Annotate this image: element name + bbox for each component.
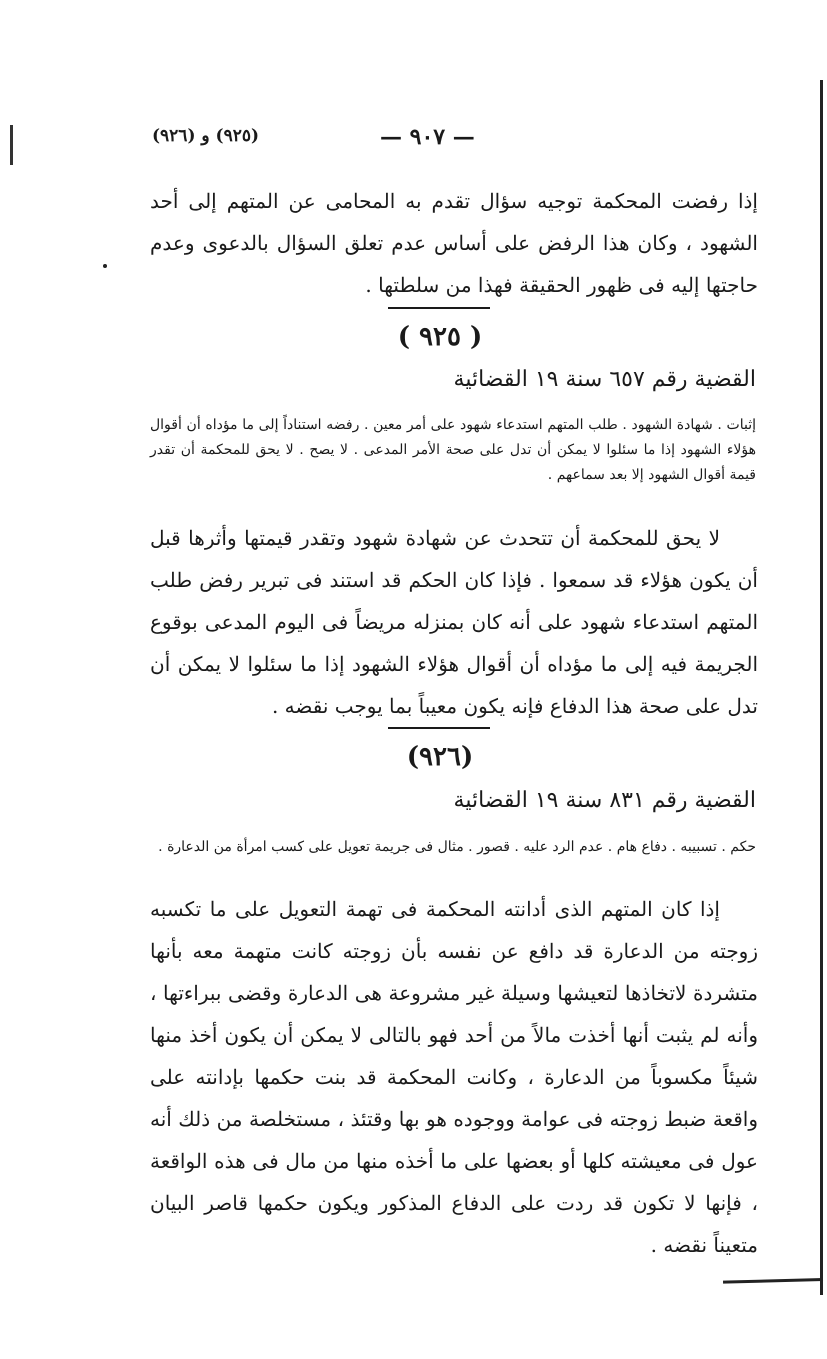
case-number-925: ( ٩٢٥ ) — [397, 322, 483, 352]
section-divider — [388, 307, 490, 309]
case-reference-925: القضية رقم ٦٥٧ سنة ١٩ القضائية — [453, 367, 756, 392]
intro-paragraph: إذا رفضت المحكمة توجيه سؤال تقدم به المحامى عن المتهم إلى أحد الشهود ، وكان هذا الرفض على أساس عدم تعلق السؤال بالدعوى وعدم حاجتها إليه فى ظهور الحقيقة فهذا من سلطتها . — [150, 189, 758, 297]
section-divider — [388, 727, 490, 729]
page-left-edge-mark — [10, 125, 13, 165]
page-number: — ٩٠٧ — — [380, 124, 475, 150]
case-body-925: لا يحق للمحكمة أن تتحدث عن شهادة شهود وتقدر قيمتها وأثرها قبل أن يكون هؤلاء قد سمعوا . فإذا كان الحكم قد استند فى تبرير رفض طلب المتهم استدعاء شهود على أنه كان بمنزله مريضاً فى اليوم المدعى بوقوع الجريمة فيه إلى ما مؤداه أن أقوال هؤلاء الشهود إذا ما سئلوا لا يمكن أن تدل على صحة هذا الدفاع فإنه يكون معيباً بما يوجب نقضه . — [150, 526, 758, 718]
header-case-range: (٩٢٥) و (٩٢٦) — [152, 126, 260, 146]
case-summary-926: حكم . تسبيبه . دفاع هام . عدم الرد عليه . قصور . مثال فى جريمة تعويل على كسب امرأة من الدعارة . — [158, 839, 756, 855]
book-spine-bottom-edge — [723, 1278, 823, 1284]
case-number-926: (٩٢٦) — [406, 742, 474, 772]
book-spine-edge — [820, 80, 823, 1295]
running-header — [140, 126, 640, 156]
case-summary-925: إثبات . شهادة الشهود . طلب المتهم استدعاء شهود على أمر معين . رفضه استناداً إلى ما مؤداه أن أقوال هؤلاء الشهود إذا ما سئلوا لا يمكن أن تدل على صحة الأمر المدعى . لا يصح . لا يحق للمحكمة أن تقدر قيمة أقوال الشهود إلا بعد سماعهم . — [150, 417, 756, 483]
case-reference-926: القضية رقم ٨٣١ سنة ١٩ القضائية — [453, 788, 756, 813]
case-body-926: إذا كان المتهم الذى أدانته المحكمة فى تهمة التعويل على ما تكسبه زوجته من الدعارة قد دافع عن نفسه بأن زوجته كانت متهمة معه بأنها متشردة لاتخاذها لتعيشها وسيلة غير مشروعة هى الدعارة وقضى ببراءتها ، وأنه لم يثبت أنها أخذت مالاً من أحد فهو بالتالى لا يمكن أن يكون أخذ منها شيئاً مكسوباً من الدعارة ، وكانت المحكمة قد بنت حكمها بإدانته على واقعة ضبط زوجته فى عوامة ووجوده هو بها وقتئذ ، مستخلصة من ذلك أنه عول فى معيشته كلها أو بعضها على ما أخذه منها من مال فى هذه الواقعة ، فإنها لا تكون قد ردت على الدفاع المذكور ويكون حكمها قاصر البيان متعيناً نقضه . — [150, 897, 758, 1257]
scan-speck — [103, 264, 107, 268]
